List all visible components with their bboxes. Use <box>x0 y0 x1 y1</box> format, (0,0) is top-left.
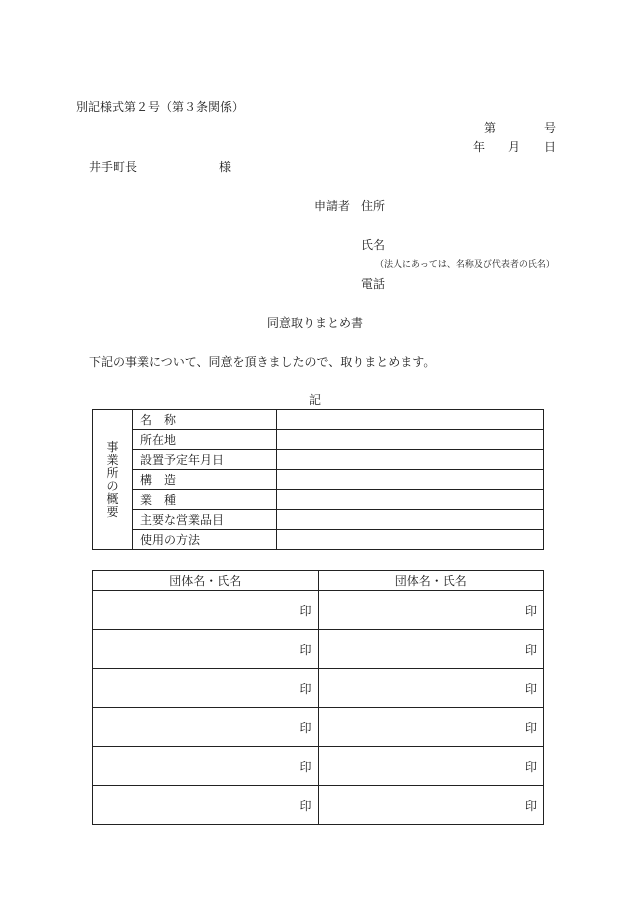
signature-cell-left[interactable]: 印 <box>93 591 319 630</box>
overview-value-name[interactable] <box>277 410 544 430</box>
signature-cell-left[interactable]: 印 <box>93 786 319 825</box>
date-month: 月 <box>508 140 521 154</box>
signature-cell-left[interactable]: 印 <box>93 630 319 669</box>
date-day: 日 <box>544 140 557 154</box>
overview-row <box>93 450 544 470</box>
signature-cell-left[interactable]: 印 <box>93 708 319 747</box>
overview-value-products[interactable] <box>277 510 544 530</box>
group-char: 要 <box>106 504 119 519</box>
form-id: 別記様式第２号（第３条関係） <box>76 100 245 114</box>
signature-cell-right[interactable]: 印 <box>318 708 544 747</box>
signature-row <box>93 591 544 630</box>
ki-heading: 記 <box>308 393 321 407</box>
consent-signature-table <box>92 570 544 825</box>
addressee-honorific: 様 <box>219 160 232 174</box>
signature-cell-right[interactable]: 印 <box>318 630 544 669</box>
overview-row <box>93 510 544 530</box>
signature-rows <box>93 591 544 825</box>
signature-header-left: 団体名・氏名 <box>93 571 319 591</box>
overview-label-products: 主要な営業品目 <box>133 510 277 530</box>
overview-value-install-date[interactable] <box>277 450 544 470</box>
business-overview-table <box>92 409 544 550</box>
name-note: （法人にあっては、名称及び代表者の氏名） <box>375 260 555 270</box>
overview-value-structure[interactable] <box>277 470 544 490</box>
overview-label-structure: 構 造 <box>133 470 277 490</box>
signature-row <box>93 747 544 786</box>
addressee-name: 井手町長 <box>89 160 138 174</box>
name-label: 氏名 <box>361 238 386 252</box>
signature-row <box>93 669 544 708</box>
signature-cell-left[interactable]: 印 <box>93 747 319 786</box>
overview-row <box>93 470 544 490</box>
overview-label-location: 所在地 <box>133 430 277 450</box>
overview-value-location[interactable] <box>277 430 544 450</box>
overview-label-usage: 使用の方法 <box>133 530 277 550</box>
number-suffix: 号 <box>544 121 557 135</box>
signature-cell-right[interactable]: 印 <box>318 591 544 630</box>
group-char: 所 <box>106 465 119 480</box>
signature-cell-right[interactable]: 印 <box>318 786 544 825</box>
overview-row <box>93 530 544 550</box>
signature-row <box>93 630 544 669</box>
signature-cell-left[interactable]: 印 <box>93 669 319 708</box>
overview-group-label <box>93 410 133 550</box>
signature-cell-right[interactable]: 印 <box>318 669 544 708</box>
signature-cell-right[interactable]: 印 <box>318 747 544 786</box>
overview-row <box>93 410 544 430</box>
overview-value-usage[interactable] <box>277 530 544 550</box>
group-char: 概 <box>106 491 119 506</box>
signature-header-row <box>93 571 544 591</box>
signature-row <box>93 786 544 825</box>
phone-label: 電話 <box>361 277 386 291</box>
document-title: 同意取りまとめ書 <box>266 316 363 330</box>
group-char: の <box>106 478 119 493</box>
overview-label-name: 名 称 <box>133 410 277 430</box>
applicant-label: 申請者 <box>314 199 351 213</box>
overview-label-install-date: 設置予定年月日 <box>133 450 277 470</box>
body-text: 下記の事業について、同意を頂きましたので、取りまとめます。 <box>89 355 436 369</box>
overview-row <box>93 430 544 450</box>
address-label: 住所 <box>361 199 386 213</box>
signature-row <box>93 708 544 747</box>
date-year: 年 <box>473 140 486 154</box>
overview-row <box>93 490 544 510</box>
number-prefix: 第 <box>484 121 497 135</box>
overview-label-industry: 業 種 <box>133 490 277 510</box>
group-char: 業 <box>106 452 119 467</box>
group-char: 事 <box>106 439 119 454</box>
overview-value-industry[interactable] <box>277 490 544 510</box>
signature-header-right: 団体名・氏名 <box>318 571 544 591</box>
